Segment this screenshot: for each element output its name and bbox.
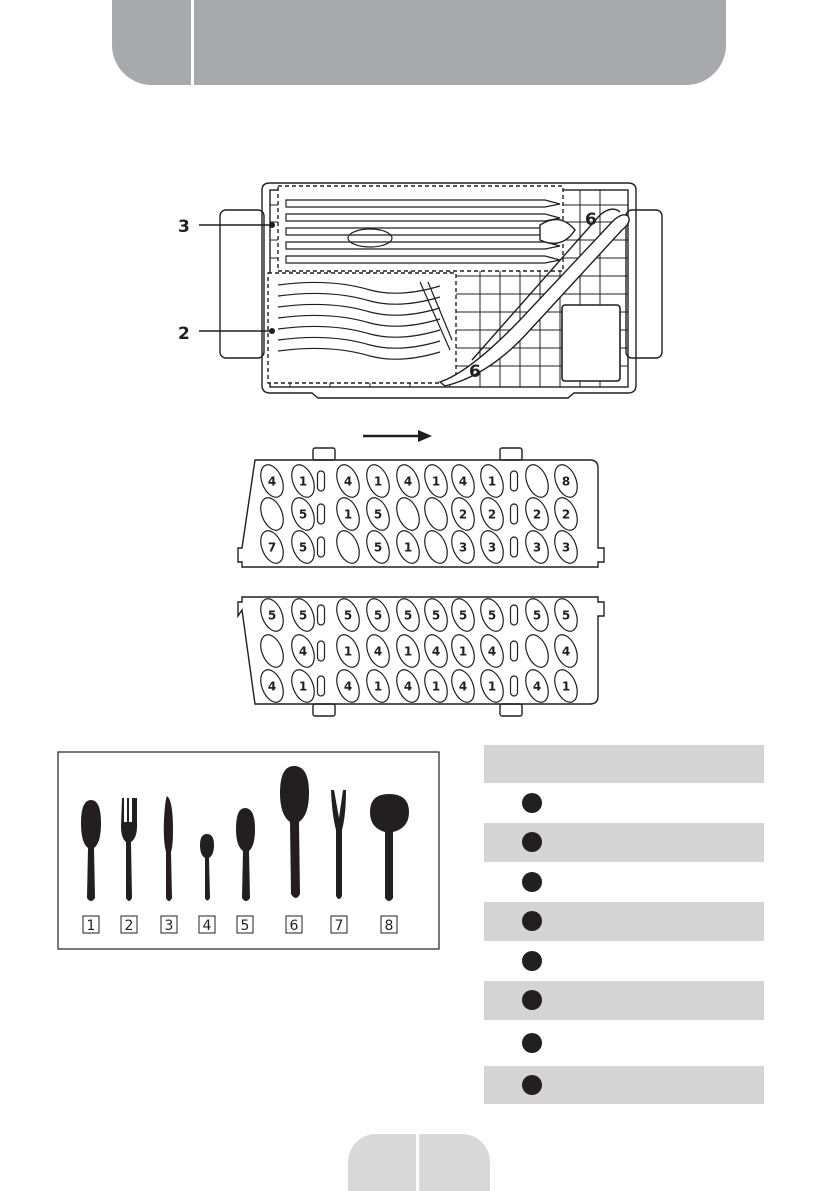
tray-top-slot [318, 471, 325, 491]
utensil-legend-table [484, 745, 764, 1104]
legend-row-8 [484, 1066, 764, 1104]
tray-bottom-hole-number: 1 [373, 679, 383, 694]
tray-bottom-hole-number: 4 [532, 679, 542, 694]
bullet-icon [522, 1075, 542, 1095]
tray-top-hole-number: 1 [431, 474, 441, 489]
tray-top-slot [318, 504, 325, 524]
rack-handle-right [626, 210, 662, 358]
utensil-key-number: 1 [86, 918, 96, 934]
tray-bottom-hole-number: 4 [373, 644, 383, 659]
utensil-key-number: 4 [202, 918, 212, 934]
tray-bottom-hole-number: 1 [561, 679, 571, 694]
legend-row-7 [484, 1020, 764, 1066]
tray-bottom-hole-number: 4 [298, 644, 308, 659]
rack-cup-holder [562, 305, 620, 381]
tray-top-hole-number: 2 [487, 507, 497, 522]
tray-top-hole-number: 2 [561, 507, 571, 522]
utensil-key-number: 5 [240, 918, 250, 934]
tray-bottom-hole-number: 4 [267, 679, 277, 694]
rack-label-2: 2 [178, 324, 190, 344]
tray-bottom-slot [318, 641, 325, 661]
tray-bottom-slot [511, 676, 518, 696]
tray-top-hole-number: 5 [298, 540, 308, 555]
tray-top-hole-number: 1 [298, 474, 308, 489]
tray-top-hole-number: 4 [458, 474, 468, 489]
tray-bottom-slot [511, 641, 518, 661]
tray-bottom-hole-number: 4 [561, 644, 571, 659]
tray-top-hole-number: 5 [373, 507, 383, 522]
tray-top-hole-number: 3 [561, 540, 571, 555]
utensil-key-number: 8 [384, 918, 394, 934]
direction-arrow-icon [363, 430, 432, 442]
tray-top-hole-number: 1 [373, 474, 383, 489]
legend-row-2 [484, 823, 764, 863]
tray-bottom-hole-number: 5 [561, 608, 571, 623]
tray-top-hole-number: 7 [267, 540, 277, 555]
tray-bottom-hole-number: 1 [298, 679, 308, 694]
bullet-icon [522, 832, 542, 852]
tray-top-slot [511, 471, 518, 491]
rack-label-6-top: 6 [585, 210, 597, 230]
tray-bottom-hole-number: 1 [343, 644, 353, 659]
tray-bottom-hole-number: 5 [487, 608, 497, 623]
tray-bottom-hole-number: 5 [458, 608, 468, 623]
legend-row-5 [484, 941, 764, 981]
utensil-key-number: 6 [289, 918, 299, 934]
tray-bottom-hole-number: 4 [431, 644, 441, 659]
rack-handle-left [220, 210, 264, 358]
tray-top-hole-number: 4 [403, 474, 413, 489]
tray-bottom-hole-number: 4 [458, 679, 468, 694]
utensil-key-number: 3 [164, 918, 174, 934]
tray-bottom-hole-number: 5 [298, 608, 308, 623]
rack-label-6-bottom: 6 [469, 362, 481, 382]
tray-top-hole-number: 1 [343, 507, 353, 522]
tray-bottom-slot [318, 605, 325, 625]
legend-row-4 [484, 902, 764, 942]
tray-bottom-hole-number: 1 [458, 644, 468, 659]
tray-top-hole-number: 4 [267, 474, 277, 489]
tray-top-hole-number: 3 [487, 540, 497, 555]
tray-top-hole-number: 1 [403, 540, 413, 555]
tray-top-hole-number: 2 [532, 507, 542, 522]
tray-bottom-hole-number: 4 [487, 644, 497, 659]
utensil-key-number: 2 [124, 918, 134, 934]
legend-header [484, 745, 764, 783]
tray-top-slot [318, 537, 325, 557]
footer-tab [348, 1134, 490, 1191]
tray-top-slot [511, 504, 518, 524]
tray-bottom-hole-number: 1 [403, 644, 413, 659]
legend-row-1 [484, 783, 764, 823]
footer-divider [416, 1134, 419, 1191]
tray-bottom-hole-number: 4 [403, 679, 413, 694]
tray-top-hole-number: 1 [487, 474, 497, 489]
tray-bottom-hole-number: 5 [267, 608, 277, 623]
bullet-icon [522, 990, 542, 1010]
tray-top-hole-number: 4 [343, 474, 353, 489]
bullet-icon [522, 1033, 542, 1053]
tray-bottom-hole-number: 1 [431, 679, 441, 694]
rack-label-3: 3 [178, 217, 190, 237]
tray-top-hole-number: 5 [373, 540, 383, 555]
tray-bottom-hole-number: 5 [373, 608, 383, 623]
tray-bottom-hole-number: 4 [343, 679, 353, 694]
tray-top-hole-number: 3 [458, 540, 468, 555]
tray-bottom-hole-number: 5 [431, 608, 441, 623]
tray-top-hole-number: 8 [561, 474, 571, 489]
utensil-key-number: 7 [334, 918, 344, 934]
legend-row-3 [484, 862, 764, 902]
tray-bottom-slot [511, 605, 518, 625]
bullet-icon [522, 911, 542, 931]
tray-bottom-hole-number: 1 [487, 679, 497, 694]
tray-bottom-hole-number: 5 [532, 608, 542, 623]
tray-top-hole-number: 5 [298, 507, 308, 522]
bullet-icon [522, 793, 542, 813]
tray-bottom-hole-number: 5 [403, 608, 413, 623]
tray-bottom-slot [318, 676, 325, 696]
tray-top-hole-number: 2 [458, 507, 468, 522]
tray-top-slot [511, 537, 518, 557]
tray-top-hole-number: 3 [532, 540, 542, 555]
legend-row-6 [484, 981, 764, 1021]
tray-bottom-hole-number: 5 [343, 608, 353, 623]
bullet-icon [522, 872, 542, 892]
bullet-icon [522, 951, 542, 971]
